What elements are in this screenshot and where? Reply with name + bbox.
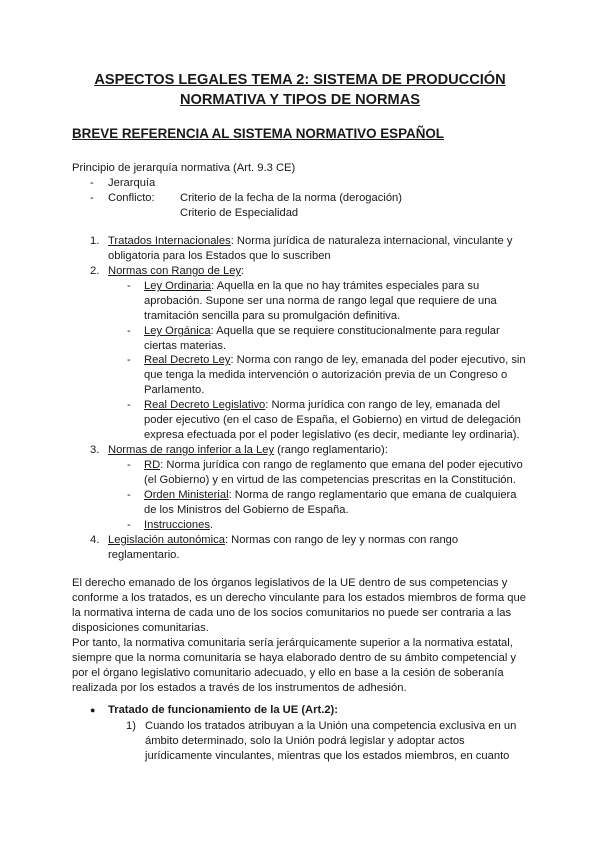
definition-continuation: aprobación. Supone ser una norma de rango legal que requiere de una (144, 295, 497, 307)
list-item-4 (108, 532, 458, 548)
list-item-1 (108, 233, 512, 249)
definition-continuation: de los Ministros del Gobierno de España. (144, 504, 349, 516)
bullet-icon: ● (90, 705, 96, 715)
paragraph-line: siempre que la norma comunitaria se haya elaborado dentro de su ámbito competencial y (72, 652, 517, 664)
paragraph-line: disposiciones comunitarias. (72, 622, 209, 634)
definition-text: : Norma con rango de ley, emanada del poder ejecutivo, sin (230, 354, 526, 366)
section-heading: BREVE REFERENCIA AL SISTEMA NORMATIVO ESPAÑOL (72, 126, 444, 141)
term-real-decreto-ley: Real Decreto Ley (144, 354, 231, 366)
definition-text: : Norma jurídica de naturaleza internacional, vinculante y (230, 235, 513, 247)
definition-continuation: tramitación sencilla para su promulgación definitiva. (144, 310, 401, 322)
list-number: 3. (90, 444, 100, 456)
principle-text: Principio de jerarquía normativa (Art. 9.3 CE) (72, 162, 296, 174)
dash-marker: - (127, 489, 131, 501)
definition-continuation: (el Gobierno) y en virtud de las competencias prescritas en la Constitución. (144, 474, 516, 486)
list-number: 2. (90, 265, 100, 277)
term-normas-rango-inferior: Normas de rango inferior a la Ley (108, 444, 275, 456)
definition-text: (rango reglamentario): (274, 444, 388, 456)
paragraph-line: El derecho emanado de los órganos legislativos de la UE dentro de sus competencias y (72, 577, 508, 589)
term-normas-rango-ley: Normas con Rango de Ley (108, 265, 242, 277)
treaty-heading: Tratado de funcionamiento de la UE (Art.2): (108, 704, 338, 716)
sub-item-instrucciones (144, 517, 213, 533)
term-ley-organica: Ley Orgánica (144, 325, 211, 337)
term-instrucciones: Instrucciones (144, 519, 210, 531)
term-tratados-internacionales: Tratados Internacionales (108, 235, 231, 247)
sub-item-rd (144, 457, 523, 473)
list-number: 1) (126, 720, 136, 732)
dash-marker: - (127, 354, 131, 366)
treaty-line: jurídicamente vinculantes, mientras que los estados miembros, en cuanto (145, 750, 510, 762)
treaty-line: Cuando los tratados atribuyan a la Unión una competencia exclusiva en un (145, 720, 517, 732)
definition-text: : Aquella en la que no hay trámites especiales para su (211, 280, 480, 292)
list-number: 1. (90, 235, 100, 247)
paragraph-line: Por tanto, la normativa comunitaria sería jerárquicamente superior a la normativa estatal, (72, 637, 513, 649)
document-title-line-2: NORMATIVA Y TIPOS DE NORMAS (179, 92, 420, 108)
definition-text: : Norma jurídica con rango de ley, emanada del (265, 399, 501, 411)
principle-item-hierarchy: Jerarquía (108, 177, 156, 189)
definition-continuation: poder ejecutivo (en el caso de España, el Gobierno) en virtud de delegación (144, 414, 521, 426)
document-title-line-1: ASPECTOS LEGALES TEMA 2: SISTEMA DE PRODUCCIÓN (94, 72, 506, 88)
sub-item-real-decreto-legislativo (144, 397, 500, 413)
term-legislacion-autonomica: Legislación autonómica (108, 534, 225, 546)
definition-text: : Normas con rango de ley y normas con rango (224, 534, 459, 546)
dash-marker: - (90, 192, 94, 204)
sub-item-ley-ordinaria (144, 278, 479, 294)
dash-marker: - (90, 177, 94, 189)
definition-text: : Aquella que se requiere constitucionalmente para regular (210, 325, 500, 337)
paragraph-line: la normativa interna de cada uno de los socios comunitarios no puede ser contraria a las (72, 607, 512, 619)
term-rd: RD (144, 459, 161, 471)
term-orden-ministerial: Orden Ministerial (144, 489, 229, 501)
definition-continuation: obligatoria para los Estados que lo suscriben (108, 250, 331, 262)
definition-continuation: Parlamento. (144, 384, 205, 396)
sub-item-real-decreto-ley (144, 352, 526, 368)
definition-text: . (209, 519, 214, 531)
dash-marker: - (127, 459, 131, 471)
conflict-criteria-date: Criterio de la fecha de la norma (derogación) (180, 192, 403, 204)
definition-text: : Norma jurídica con rango de reglamento que emana del poder ejecutivo (160, 459, 523, 471)
definition-continuation: ciertas materias. (144, 340, 227, 352)
paragraph-line: conforme a los tratados, es un derecho vinculante para los estados miembros de forma que (72, 592, 526, 604)
dash-marker: - (127, 280, 131, 292)
list-number: 4. (90, 534, 100, 546)
conflict-criteria-speciality: Criterio de Especialidad (180, 207, 299, 219)
definition-continuation: expresa efectuada por el poder legislativo (es decir, mediante ley ordinaria). (144, 429, 520, 441)
principle-item-conflict-label: Conflicto: (108, 192, 155, 204)
term-real-decreto-legislativo: Real Decreto Legislativo (144, 399, 266, 411)
dash-marker: - (127, 399, 131, 411)
dash-marker: - (127, 325, 131, 337)
definition-continuation: reglamentario. (108, 549, 180, 561)
dash-marker: - (127, 519, 131, 531)
term-ley-ordinaria: Ley Ordinaria (144, 280, 212, 292)
definition-text: : Norma de rango reglamentario que emana de cualquiera (228, 489, 517, 501)
sub-item-ley-organica (144, 323, 500, 339)
list-item-3 (108, 442, 388, 458)
list-item-2 (108, 263, 244, 279)
definition-continuation: que tenga la medida intervención o autorización previa de un Congreso o (144, 369, 508, 381)
term-colon: : (241, 265, 245, 277)
treaty-line: ámbito determinado, solo la Unión podrá legislar y adoptar actos (145, 735, 465, 747)
paragraph-line: realizada por los estados a través de los instrumentos de adhesión. (72, 682, 407, 694)
paragraph-line: por el órgano legislativo comunitario adecuado, y ello en base a la cesión de soberanía (72, 667, 504, 679)
sub-item-orden-ministerial (144, 487, 517, 503)
